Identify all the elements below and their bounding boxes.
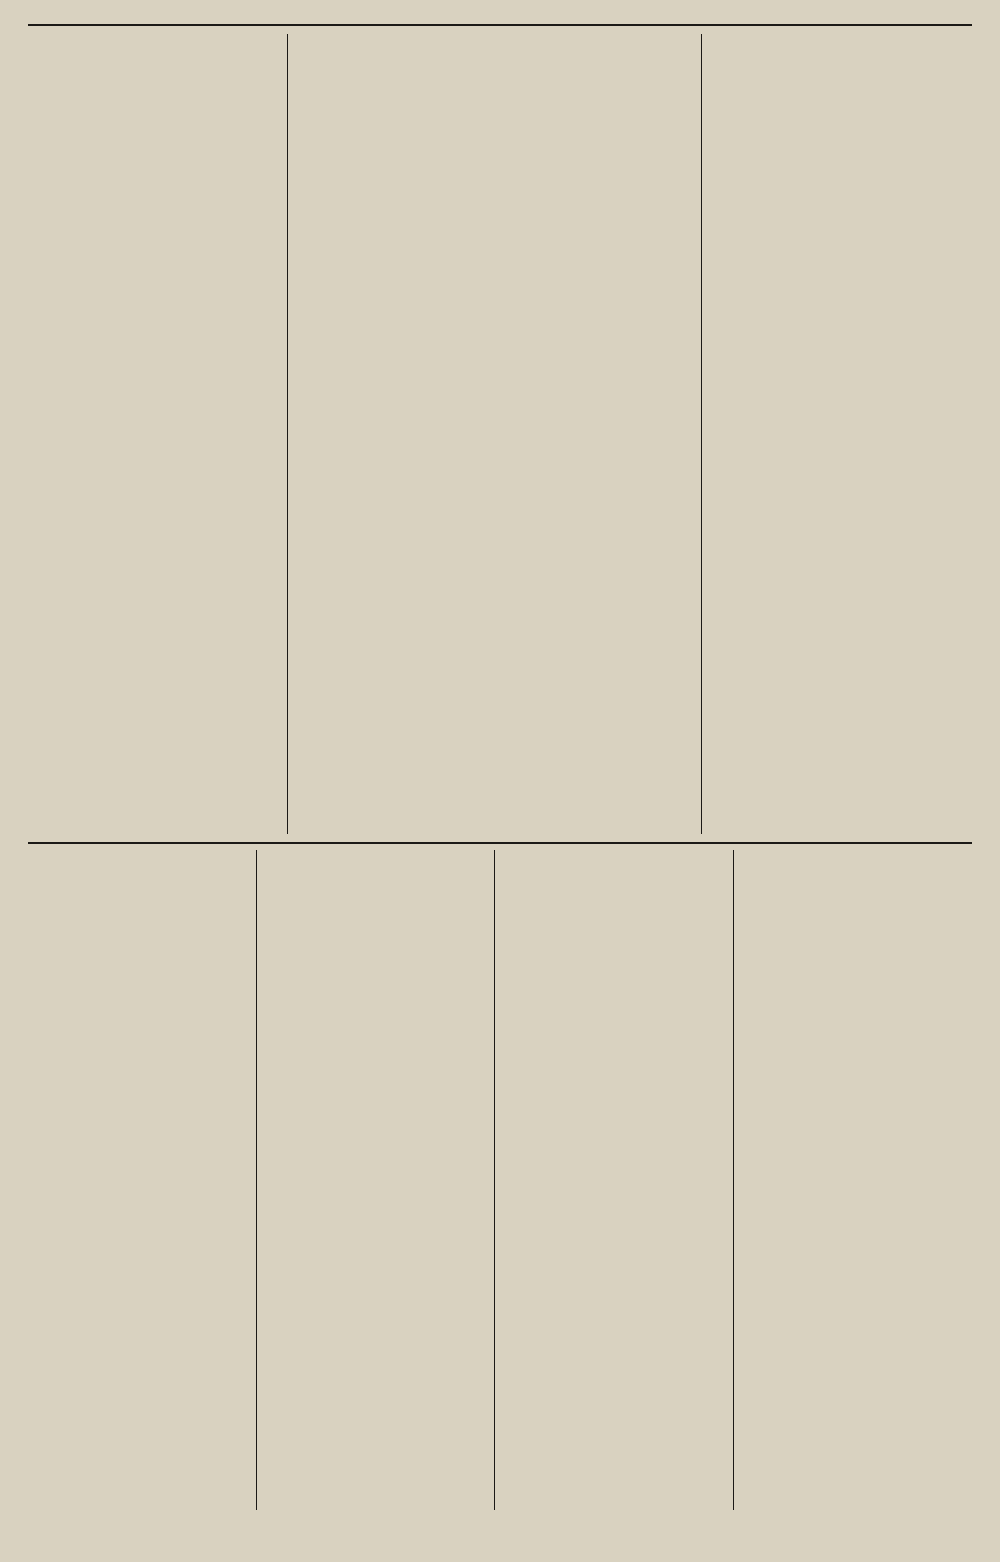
bottom-column bbox=[505, 850, 734, 1510]
top-section bbox=[28, 34, 972, 834]
top-right-column bbox=[712, 34, 972, 834]
bottom-column bbox=[267, 850, 496, 1510]
top-center-column bbox=[298, 34, 701, 834]
bottom-section bbox=[28, 842, 972, 1510]
masthead bbox=[28, 20, 972, 26]
bottom-column bbox=[744, 850, 973, 1510]
top-left-column bbox=[28, 34, 288, 834]
bottom-column bbox=[28, 850, 257, 1510]
